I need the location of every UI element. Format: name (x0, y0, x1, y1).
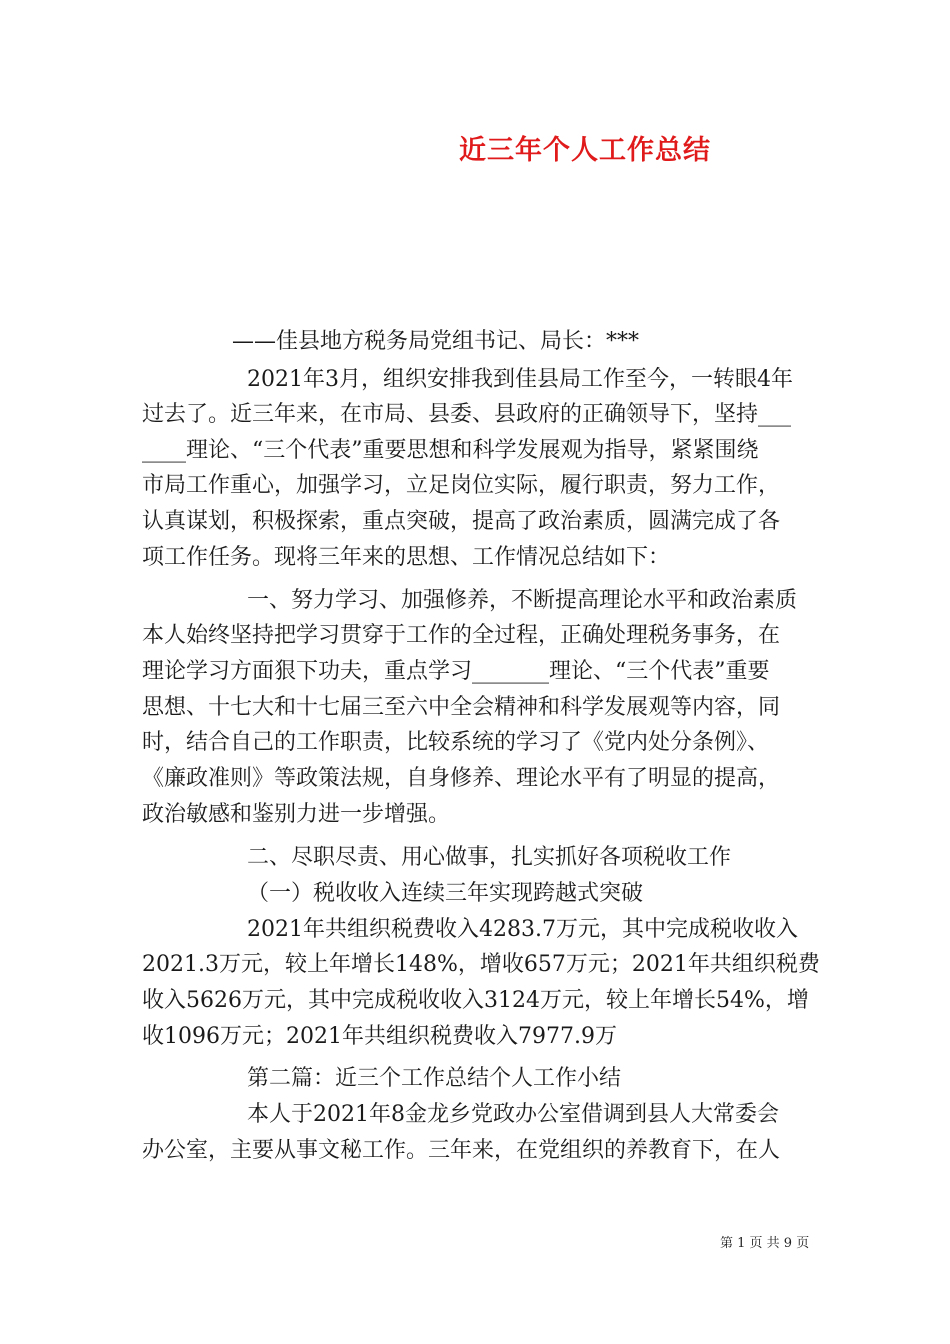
section-heading: 二、尽职尽责、用心做事，扎实抓好各项税收工作 (247, 845, 732, 870)
paragraph-line: 本人始终坚持把学习贯穿于工作的全过程，正确处理税务事务，在 (142, 623, 781, 648)
paragraph-line: 收入5626万元，其中完成税收收入3124万元，较上年增长54%，增 (142, 988, 809, 1013)
paragraph-line: 理论学习方面狠下功夫，重点学习_______理论、“三个代表”重要 (142, 659, 770, 684)
paragraph-line: ____理论、“三个代表”重要思想和科学发展观为指导，紧紧围绕 (142, 438, 759, 463)
paragraph-line: 2021年3月，组织安排我到佳县局工作至今，一转眼4年 (247, 367, 793, 392)
paragraph-line: 认真谋划，积极探索，重点突破，提高了政治素质，圆满完成了各 (142, 509, 781, 534)
paragraph-line: 思想、十七大和十七届三至六中全会精神和科学发展观等内容，同 (142, 695, 781, 720)
paragraph-line: 2021.3万元，较上年增长148%，增收657万元；2021年共组织税费 (142, 952, 820, 977)
paragraph-line: 收1096万元；2021年共组织税费收入7977.9万 (142, 1024, 617, 1049)
section-heading: 一、努力学习、加强修养，不断提高理论水平和政治素质 (247, 588, 798, 613)
page-number: 第 1 页 共 9 页 (720, 1236, 810, 1251)
paragraph-line: 市局工作重心，加强学习，立足岗位实际，履行职责，努力工作， (142, 473, 781, 498)
paragraph-line: 过去了。近三年来，在市局、县委、县政府的正确领导下，坚持___ (142, 402, 792, 427)
paragraph-line: 《廉政准则》等政策法规，自身修养、理论水平有了明显的提高， (142, 766, 781, 791)
paragraph-line: 本人于2021年8金龙乡党政办公室借调到县人大常委会 (247, 1102, 779, 1127)
paragraph-line: 办公室，主要从事文秘工作。三年来，在党组织的养教育下，在人 (142, 1138, 781, 1163)
subsection-heading: （一）税收收入连续三年实现跨越式突破 (247, 881, 644, 906)
paragraph-line: 项工作任务。现将三年来的思想、工作情况总结如下： (142, 545, 671, 570)
author-line: ——佳县地方税务局党组书记、局长：*** (232, 329, 640, 354)
paragraph-line: 时，结合自己的工作职责，比较系统的学习了《党内处分条例》、 (142, 730, 770, 755)
paragraph-line: 2021年共组织税费收入4283.7万元，其中完成税收收入 (247, 917, 798, 942)
section-heading: 第二篇：近三个工作总结个人工作小结 (247, 1066, 622, 1091)
paragraph-line: 政治敏感和鉴别力进一步增强。 (142, 802, 451, 827)
document-title: 近三年个人工作总结 (459, 135, 711, 166)
